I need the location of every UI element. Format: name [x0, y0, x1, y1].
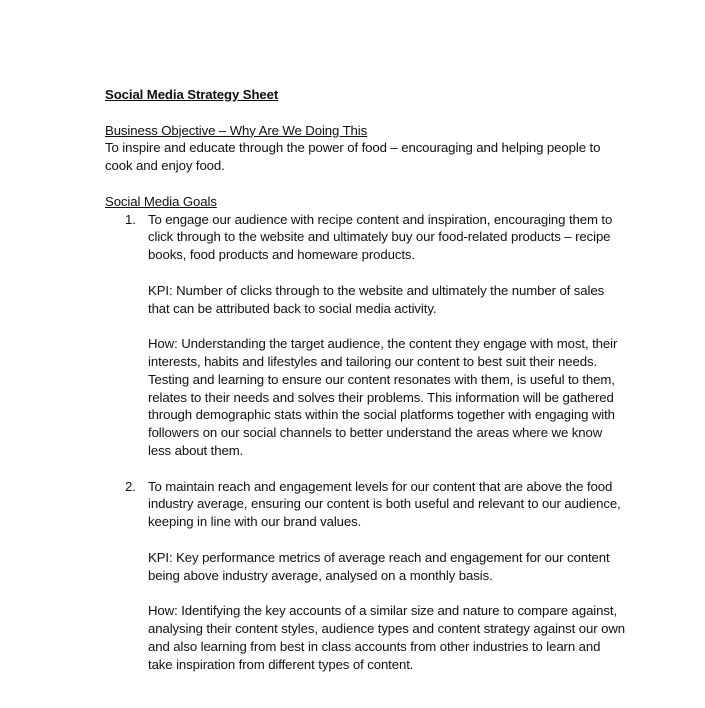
goal-item-2 [105, 478, 625, 674]
business-objective-heading: Business Objective – Why Are We Doing This [105, 122, 368, 138]
goals-list [105, 211, 625, 674]
goal-statement: To maintain reach and engagement levels for our content that are above the food industry average, ensuring our content is both useful and relevant to our audience, keeping in line with our brand values. [148, 478, 621, 530]
goal-number: 1. [125, 211, 136, 227]
goal-kpi: KPI: Number of clicks through to the website and ultimately the number of sales that can be attributed back to social media activity. [148, 282, 605, 316]
document-body [105, 86, 625, 691]
goal-item-1 [105, 211, 625, 460]
business-objective-text: To inspire and educate through the power of food – encouraging and helping people to cook and enjoy food. [105, 140, 601, 174]
goal-kpi: KPI: Key performance metrics of average reach and engagement for our content being above industry average, analysed on a monthly basis. [148, 549, 610, 583]
goal-how: How: Identifying the key accounts of a similar size and nature to compare against, analysing their content styles, audience types and content strategy against our own and also learning from best in class accounts from other industries to learn and take inspiration from different types of content. [148, 603, 626, 672]
document-title: Social Media Strategy Sheet [105, 87, 279, 102]
goal-how: How: Understanding the target audience, the content they engage with most, their interests, habits and lifestyles and tailoring our content to best suit their needs. Testing and learning to ensure our content resonates with them, is useful to them, relates to their needs and solves their problems. This information will be gathered through demographic stats within the social platforms together with engaging with followers on our social channels to better understand the areas where we know less about them. [148, 336, 618, 458]
goal-number: 2. [125, 478, 136, 494]
social-media-goals-heading: Social Media Goals [105, 193, 217, 209]
goal-statement: To engage our audience with recipe content and inspiration, encouraging them to click through to the website and ultimately buy our food-related products – recipe books, food products and homeware products. [148, 211, 613, 263]
